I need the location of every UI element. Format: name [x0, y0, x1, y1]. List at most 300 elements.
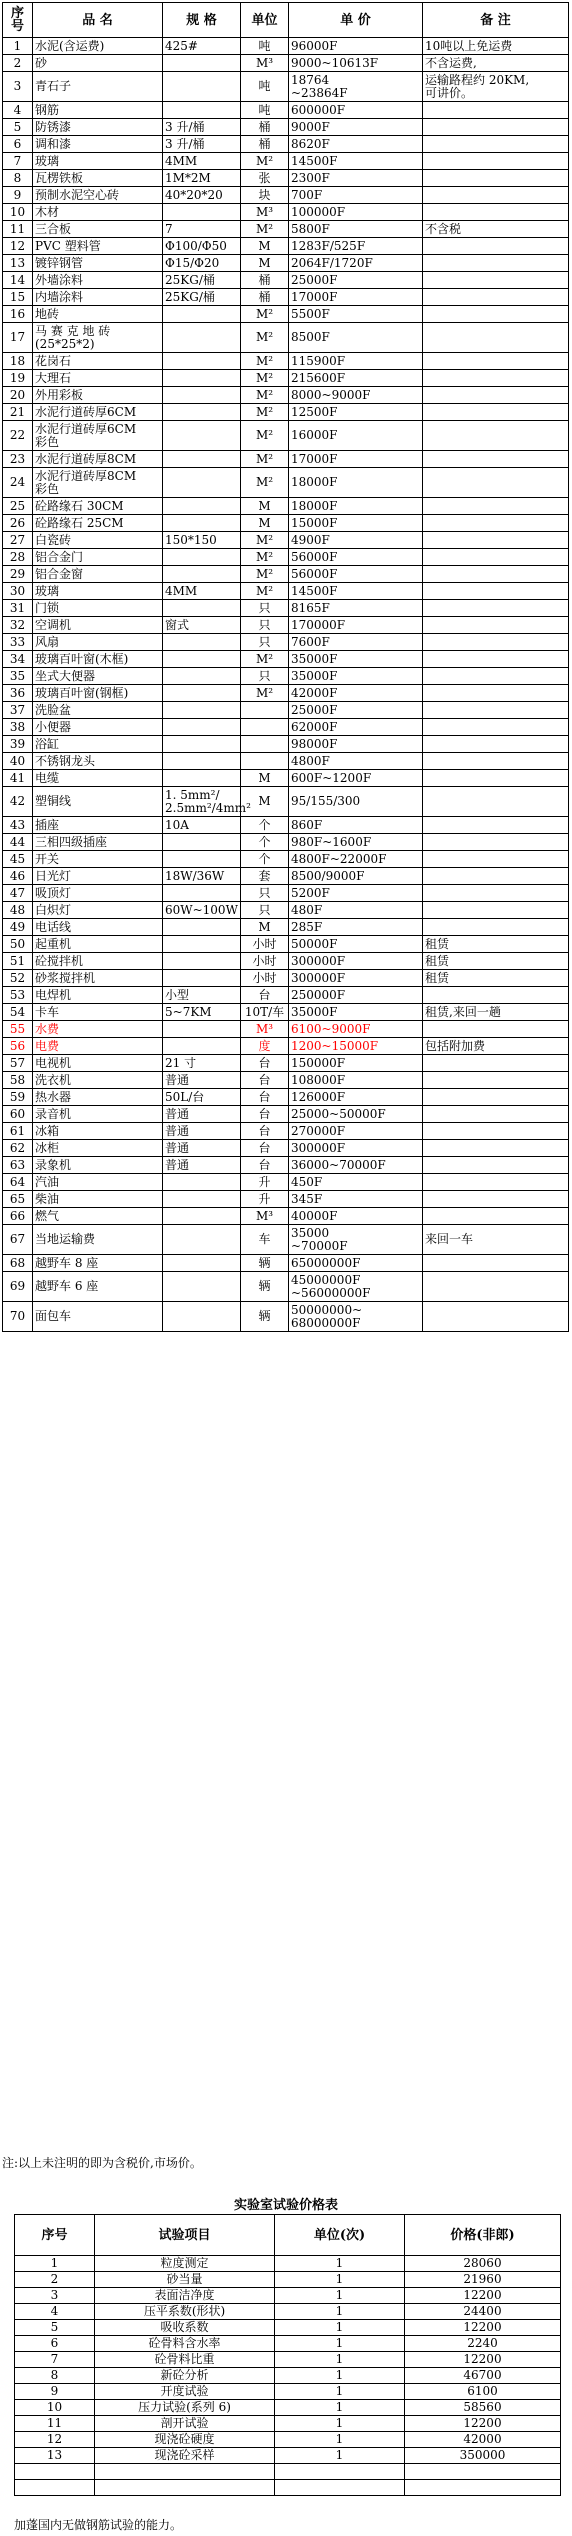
cell-name: 预制水泥空心砖	[33, 187, 163, 204]
cell-note	[423, 119, 569, 136]
cell-price: 96000F	[289, 38, 423, 55]
cell-spec	[163, 1021, 241, 1038]
cell-name: 电缆	[33, 770, 163, 787]
cell-name: 水泥行道砖厚8CM	[33, 451, 163, 468]
cell-spec: 10A	[163, 817, 241, 834]
cell-price: 5200F	[289, 885, 423, 902]
lab-cell-price: 6100	[405, 2384, 561, 2400]
cell-note: 租赁,来回一趟	[423, 1004, 569, 1021]
cell-unit: 台	[241, 1055, 289, 1072]
cell-no: 59	[3, 1089, 33, 1106]
cell-note	[423, 289, 569, 306]
lab-header-no: 序号	[15, 2215, 95, 2256]
table-row	[3, 634, 569, 651]
cell-price: 16000F	[289, 421, 423, 451]
cell-spec: 60W~100W	[163, 902, 241, 919]
table-row	[3, 753, 569, 770]
lab-cell-price: 12200	[405, 2320, 561, 2336]
cell-note	[423, 102, 569, 119]
table-row	[3, 353, 569, 370]
cell-no: 26	[3, 515, 33, 532]
cell-name: 瓦楞铁板	[33, 170, 163, 187]
cell-note	[423, 370, 569, 387]
cell-note	[423, 753, 569, 770]
cell-price: 35000F	[289, 668, 423, 685]
cell-spec	[163, 1174, 241, 1191]
cell-spec: 普通	[163, 1140, 241, 1157]
cell-spec	[163, 353, 241, 370]
cell-price: 8500/9000F	[289, 868, 423, 885]
cell-name: 插座	[33, 817, 163, 834]
table-row	[3, 770, 569, 787]
lab-cell-price	[405, 2480, 561, 2496]
lab-cell-unit: 1	[275, 2272, 405, 2288]
table-row	[3, 685, 569, 702]
header-name: 品 名	[33, 3, 163, 38]
cell-price: 300000F	[289, 1140, 423, 1157]
cell-spec: 40*20*20	[163, 187, 241, 204]
header-note: 备 注	[423, 3, 569, 38]
cell-no: 51	[3, 953, 33, 970]
cell-price: 14500F	[289, 153, 423, 170]
cell-name: 录音机	[33, 1106, 163, 1123]
cell-unit	[241, 719, 289, 736]
table-row	[3, 1157, 569, 1174]
cell-note	[423, 451, 569, 468]
table-row	[3, 187, 569, 204]
cell-note	[423, 885, 569, 902]
cell-unit: 只	[241, 885, 289, 902]
lab-cell-price: 2240	[405, 2336, 561, 2352]
lab-table-row	[15, 2400, 561, 2416]
cell-no: 16	[3, 306, 33, 323]
table-row	[3, 1021, 569, 1038]
cell-note	[423, 1255, 569, 1272]
cell-no: 15	[3, 289, 33, 306]
cell-name: 水泥行道砖厚6CM 彩色	[33, 421, 163, 451]
table-row	[3, 102, 569, 119]
table-row	[3, 1106, 569, 1123]
cell-spec: Φ15/Φ20	[163, 255, 241, 272]
lab-cell-no: 13	[15, 2448, 95, 2464]
cell-price: 50000F	[289, 936, 423, 953]
cell-spec	[163, 851, 241, 868]
cell-name: 电话线	[33, 919, 163, 936]
cell-spec	[163, 770, 241, 787]
cell-price: 5500F	[289, 306, 423, 323]
lab-cell-no: 7	[15, 2352, 95, 2368]
cell-price: 40000F	[289, 1208, 423, 1225]
table-row	[3, 72, 569, 102]
cell-note	[423, 153, 569, 170]
cell-unit: 度	[241, 1038, 289, 1055]
cell-unit: M	[241, 255, 289, 272]
table-row	[3, 532, 569, 549]
table-row	[3, 323, 569, 353]
table-row	[3, 1072, 569, 1089]
lab-cell-no: 5	[15, 2320, 95, 2336]
cell-unit: M	[241, 498, 289, 515]
cell-no: 52	[3, 970, 33, 987]
cell-note	[423, 817, 569, 834]
cell-no: 66	[3, 1208, 33, 1225]
cell-name: 三合板	[33, 221, 163, 238]
lab-cell-price: 12200	[405, 2288, 561, 2304]
cell-name: 外用彩板	[33, 387, 163, 404]
cell-spec	[163, 72, 241, 102]
cell-price: 980F~1600F	[289, 834, 423, 851]
lab-cell-unit: 1	[275, 2368, 405, 2384]
lab-cell-unit: 1	[275, 2432, 405, 2448]
cell-spec	[163, 451, 241, 468]
table-row	[3, 1089, 569, 1106]
cell-price: 2064F/1720F	[289, 255, 423, 272]
cell-no: 56	[3, 1038, 33, 1055]
cell-spec	[163, 404, 241, 421]
cell-spec	[163, 919, 241, 936]
lab-cell-price: 12200	[405, 2352, 561, 2368]
cell-no: 58	[3, 1072, 33, 1089]
cell-price: 9000F	[289, 119, 423, 136]
table-row	[3, 787, 569, 817]
cell-name: 热水器	[33, 1089, 163, 1106]
cell-price: 285F	[289, 919, 423, 936]
lab-cell-no: 4	[15, 2304, 95, 2320]
cell-spec	[163, 549, 241, 566]
cell-note	[423, 421, 569, 451]
cell-spec	[163, 421, 241, 451]
cell-price: 35000F	[289, 651, 423, 668]
cell-note: 包括附加费	[423, 1038, 569, 1055]
cell-price: 345F	[289, 1191, 423, 1208]
cell-no: 50	[3, 936, 33, 953]
cell-unit: M³	[241, 1208, 289, 1225]
cell-spec: 150*150	[163, 532, 241, 549]
cell-name: 吸顶灯	[33, 885, 163, 902]
cell-unit: 升	[241, 1174, 289, 1191]
cell-spec	[163, 468, 241, 498]
table-row	[3, 1123, 569, 1140]
cell-name: 越野车 8 座	[33, 1255, 163, 1272]
cell-unit: 台	[241, 1140, 289, 1157]
lab-cell-price: 350000	[405, 2448, 561, 2464]
cell-name: 电视机	[33, 1055, 163, 1072]
lab-cell-no: 10	[15, 2400, 95, 2416]
cell-spec	[163, 953, 241, 970]
cell-name: 冰柜	[33, 1140, 163, 1157]
cell-note	[423, 919, 569, 936]
cell-note	[423, 1021, 569, 1038]
cell-name: 冰箱	[33, 1123, 163, 1140]
lab-cell-item: 粒度测定	[95, 2256, 275, 2272]
cell-name: 钢筋	[33, 102, 163, 119]
cell-unit: M²	[241, 421, 289, 451]
lab-cell-price: 24400	[405, 2304, 561, 2320]
cell-no: 9	[3, 187, 33, 204]
cell-spec: 普通	[163, 1157, 241, 1174]
cell-name: 砂浆搅拌机	[33, 970, 163, 987]
lab-cell-no: 1	[15, 2256, 95, 2272]
cell-name: 内墙涂料	[33, 289, 163, 306]
cell-name: 电焊机	[33, 987, 163, 1004]
cell-name: 当地运输费	[33, 1225, 163, 1255]
cell-unit: M²	[241, 387, 289, 404]
table-row	[3, 919, 569, 936]
cell-unit: 桶	[241, 119, 289, 136]
cell-unit: 辆	[241, 1272, 289, 1302]
cell-unit: 台	[241, 1089, 289, 1106]
cell-note	[423, 702, 569, 719]
cell-no: 7	[3, 153, 33, 170]
cell-price: 8500F	[289, 323, 423, 353]
table-row	[3, 617, 569, 634]
cell-no: 60	[3, 1106, 33, 1123]
cell-name: 铝合金窗	[33, 566, 163, 583]
cell-note	[423, 323, 569, 353]
header-spec: 规 格	[163, 3, 241, 38]
lab-cell-no: 8	[15, 2368, 95, 2384]
cell-name: 浴缸	[33, 736, 163, 753]
cell-name: 水泥行道砖厚8CM 彩色	[33, 468, 163, 498]
cell-spec: 1M*2M	[163, 170, 241, 187]
table-row	[3, 255, 569, 272]
table-row	[3, 834, 569, 851]
cell-name: 玻璃	[33, 583, 163, 600]
cell-unit: M	[241, 238, 289, 255]
cell-note	[423, 272, 569, 289]
cell-unit: M²	[241, 221, 289, 238]
table-row	[3, 421, 569, 451]
cell-note	[423, 1272, 569, 1302]
cell-price: 50000000~ 68000000F	[289, 1302, 423, 1332]
cell-unit: M²	[241, 583, 289, 600]
lab-table-row	[15, 2416, 561, 2432]
cell-spec: 3 升/桶	[163, 119, 241, 136]
cell-name: 镀锌钢管	[33, 255, 163, 272]
table-row	[3, 1055, 569, 1072]
cell-spec: 3 升/桶	[163, 136, 241, 153]
cell-spec	[163, 634, 241, 651]
cell-spec: 50L/台	[163, 1089, 241, 1106]
cell-no: 6	[3, 136, 33, 153]
table-row	[3, 868, 569, 885]
table-row	[3, 936, 569, 953]
table-row	[3, 970, 569, 987]
cell-price: 12500F	[289, 404, 423, 421]
table-row	[3, 987, 569, 1004]
table-row	[3, 902, 569, 919]
table-row	[3, 736, 569, 753]
cell-price: 5800F	[289, 221, 423, 238]
lab-cell-unit: 1	[275, 2352, 405, 2368]
lab-table-title: 实验室试验价格表	[233, 2198, 338, 2213]
cell-spec	[163, 702, 241, 719]
cell-name: 大理石	[33, 370, 163, 387]
cell-name: 柴油	[33, 1191, 163, 1208]
cell-no: 14	[3, 272, 33, 289]
cell-price: 600000F	[289, 102, 423, 119]
table-row	[3, 817, 569, 834]
cell-price: 62000F	[289, 719, 423, 736]
cell-note	[423, 1140, 569, 1157]
cell-price: 56000F	[289, 566, 423, 583]
cell-spec	[163, 1272, 241, 1302]
cell-no: 48	[3, 902, 33, 919]
cell-spec: 7	[163, 221, 241, 238]
lab-cell-no	[15, 2480, 95, 2496]
cell-unit: 辆	[241, 1255, 289, 1272]
cell-price: 18000F	[289, 498, 423, 515]
cell-note	[423, 1174, 569, 1191]
cell-no: 32	[3, 617, 33, 634]
lab-table-row	[15, 2288, 561, 2304]
cell-price: 6100~9000F	[289, 1021, 423, 1038]
cell-unit: M	[241, 919, 289, 936]
cell-price: 8620F	[289, 136, 423, 153]
cell-name: 青石子	[33, 72, 163, 102]
cell-price: 4800F	[289, 753, 423, 770]
cell-spec	[163, 600, 241, 617]
cell-unit: 10T/车	[241, 1004, 289, 1021]
cell-note	[423, 187, 569, 204]
cell-price: 480F	[289, 902, 423, 919]
cell-spec	[163, 885, 241, 902]
cell-no: 27	[3, 532, 33, 549]
cell-unit: M²	[241, 323, 289, 353]
table-row	[3, 468, 569, 498]
cell-note	[423, 1123, 569, 1140]
cell-spec: 1. 5mm²/ 2.5mm²/4mm²	[163, 787, 241, 817]
cell-unit: 个	[241, 851, 289, 868]
cell-price: 100000F	[289, 204, 423, 221]
lab-cell-price: 42000	[405, 2432, 561, 2448]
cell-price: 600F~1200F	[289, 770, 423, 787]
table-row	[3, 1255, 569, 1272]
cell-name: 玻璃	[33, 153, 163, 170]
cell-name: 外墙涂料	[33, 272, 163, 289]
lab-cell-price: 46700	[405, 2368, 561, 2384]
cell-no: 29	[3, 566, 33, 583]
cell-unit: M²	[241, 451, 289, 468]
cell-note	[423, 770, 569, 787]
cell-name: PVC 塑料管	[33, 238, 163, 255]
cell-name: 马 赛 克 地 砖 (25*25*2)	[33, 323, 163, 353]
cell-price: 1200~15000F	[289, 1038, 423, 1055]
cell-unit: M³	[241, 1021, 289, 1038]
cell-no: 42	[3, 787, 33, 817]
footnote: 注:以上未注明的即为含税价,市场价。	[2, 2156, 202, 2170]
cell-no: 22	[3, 421, 33, 451]
cell-spec	[163, 55, 241, 72]
cell-no: 47	[3, 885, 33, 902]
cell-unit: 只	[241, 634, 289, 651]
lab-cell-item	[95, 2480, 275, 2496]
table-row	[3, 1208, 569, 1225]
lab-footnote: 加蓬国内无做钢筋试验的能力。	[14, 2518, 183, 2532]
cell-note: 来回一车	[423, 1225, 569, 1255]
cell-unit: 只	[241, 668, 289, 685]
cell-spec: 窗式	[163, 617, 241, 634]
lab-cell-unit: 1	[275, 2416, 405, 2432]
lab-cell-price: 28060	[405, 2256, 561, 2272]
cell-price: 14500F	[289, 583, 423, 600]
cell-price: 270000F	[289, 1123, 423, 1140]
cell-name: 小便器	[33, 719, 163, 736]
cell-unit: 台	[241, 1157, 289, 1174]
cell-note	[423, 583, 569, 600]
cell-no: 41	[3, 770, 33, 787]
lab-cell-price	[405, 2464, 561, 2480]
cell-note	[423, 1157, 569, 1174]
cell-no: 65	[3, 1191, 33, 1208]
cell-unit: 吨	[241, 102, 289, 119]
cell-name: 日光灯	[33, 868, 163, 885]
cell-name: 洗衣机	[33, 1072, 163, 1089]
lab-cell-price: 21960	[405, 2272, 561, 2288]
lab-table-row	[15, 2320, 561, 2336]
cell-name: 录象机	[33, 1157, 163, 1174]
lab-cell-unit: 1	[275, 2288, 405, 2304]
table-row	[3, 651, 569, 668]
cell-name: 三相四级插座	[33, 834, 163, 851]
cell-unit: 辆	[241, 1302, 289, 1332]
cell-price: 18764 ~23864F	[289, 72, 423, 102]
lab-cell-item: 表面洁净度	[95, 2288, 275, 2304]
cell-price: 8000~9000F	[289, 387, 423, 404]
cell-unit: M²	[241, 532, 289, 549]
lab-cell-item: 开度试验	[95, 2384, 275, 2400]
lab-cell-no: 2	[15, 2272, 95, 2288]
cell-unit	[241, 753, 289, 770]
cell-no: 39	[3, 736, 33, 753]
cell-name: 玻璃百叶窗(木框)	[33, 651, 163, 668]
cell-no: 25	[3, 498, 33, 515]
cell-spec: 小型	[163, 987, 241, 1004]
cell-spec	[163, 753, 241, 770]
cell-unit: 小时	[241, 936, 289, 953]
cell-no: 20	[3, 387, 33, 404]
cell-note	[423, 549, 569, 566]
cell-spec	[163, 306, 241, 323]
cell-unit: 桶	[241, 289, 289, 306]
cell-unit: 套	[241, 868, 289, 885]
cell-price: 250000F	[289, 987, 423, 1004]
table-row	[3, 38, 569, 55]
cell-note	[423, 1302, 569, 1332]
cell-no: 38	[3, 719, 33, 736]
cell-note	[423, 306, 569, 323]
cell-no: 37	[3, 702, 33, 719]
cell-name: 花岗石	[33, 353, 163, 370]
cell-spec	[163, 1038, 241, 1055]
cell-note	[423, 1208, 569, 1225]
cell-note	[423, 851, 569, 868]
cell-unit: 吨	[241, 38, 289, 55]
header-no: 序号	[3, 3, 33, 38]
cell-note	[423, 387, 569, 404]
table-row	[3, 221, 569, 238]
lab-table-row	[15, 2336, 561, 2352]
cell-spec	[163, 970, 241, 987]
cell-name: 越野车 6 座	[33, 1272, 163, 1302]
cell-unit: M²	[241, 549, 289, 566]
cell-unit: 小时	[241, 970, 289, 987]
lab-cell-unit: 1	[275, 2400, 405, 2416]
cell-no: 5	[3, 119, 33, 136]
cell-price: 95/155/300	[289, 787, 423, 817]
cell-note	[423, 787, 569, 817]
cell-note	[423, 566, 569, 583]
